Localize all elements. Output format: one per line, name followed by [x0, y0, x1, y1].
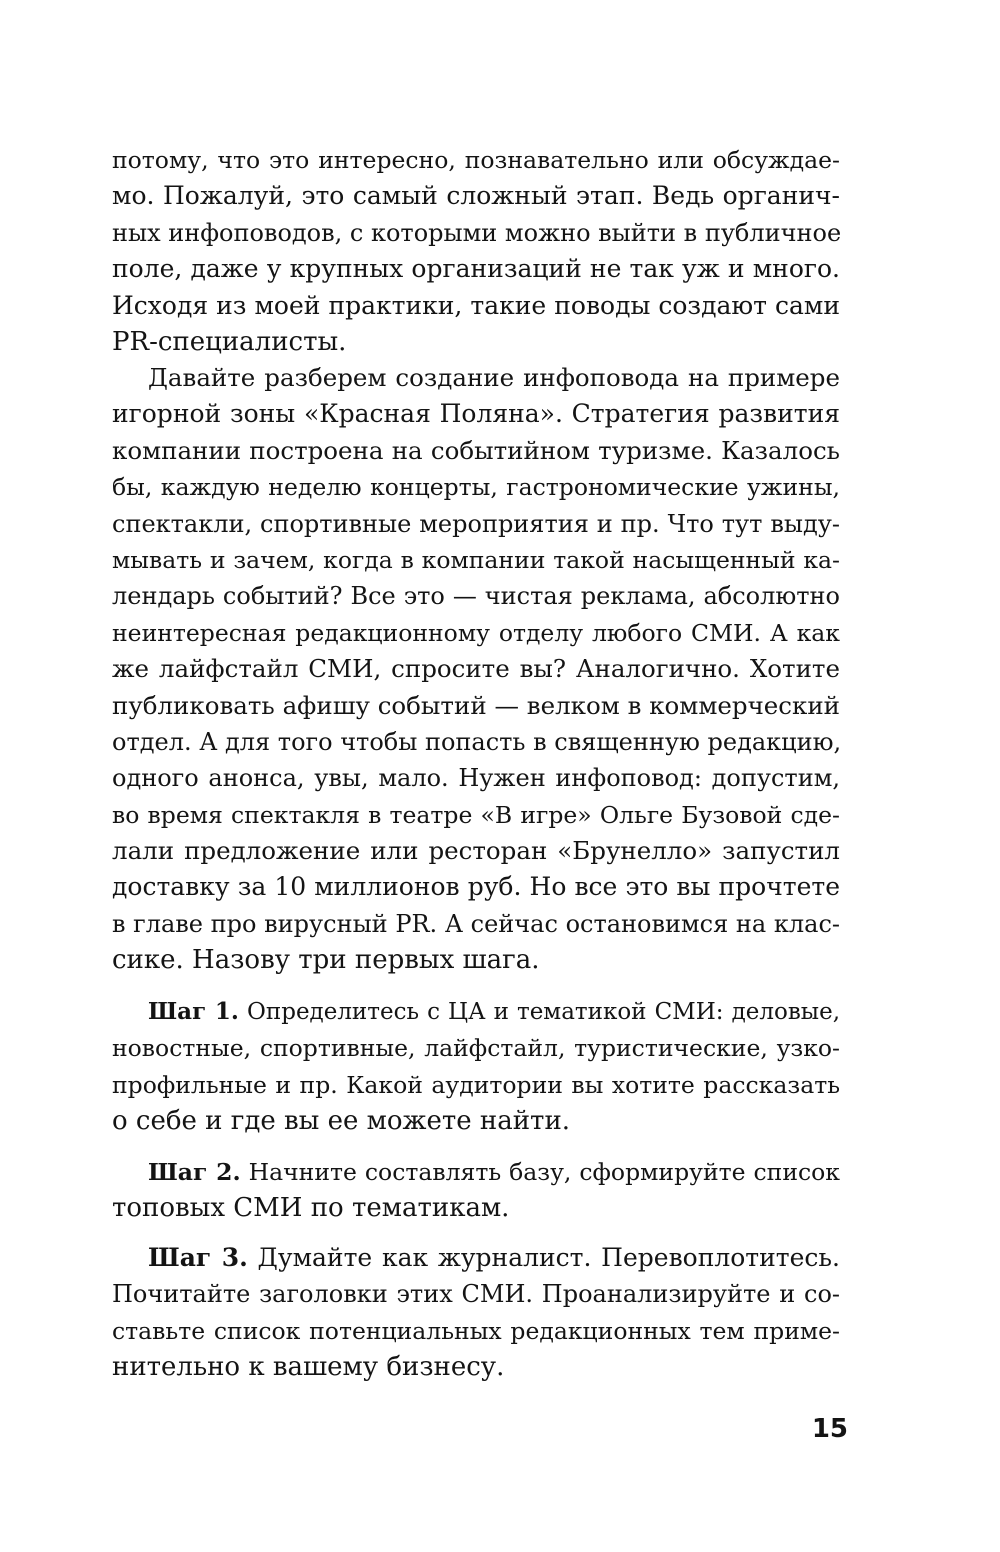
- step-3: [112, 1240, 840, 1386]
- text-line: ставьте список потенциальных редакционных тем приме-: [112, 1316, 840, 1345]
- step-text: Думайте как журналист. Перевоплотитесь.: [257, 1243, 840, 1272]
- text-line: отдел. А для того чтобы попасть в священную редакцию,: [112, 727, 842, 756]
- step-label: Шаг 3.: [148, 1243, 248, 1272]
- text-line: же лайфстайл СМИ, спросите вы? Аналогично. Хотите: [112, 654, 840, 684]
- paragraph-2: [112, 360, 840, 979]
- step-label: Шаг 1.: [148, 998, 239, 1025]
- text-line: одного анонса, увы, мало. Нужен инфоповод: допустим,: [112, 764, 840, 793]
- step-2: [112, 1154, 840, 1227]
- page-number: 15: [811, 1414, 848, 1444]
- text-line: бы, каждую неделю концерты, гастрономические ужины,: [112, 473, 840, 502]
- text-line: неинтересная редакционному отделу любого СМИ. А как: [112, 618, 840, 647]
- text-line: Давайте разберем создание инфоповода на примере: [148, 363, 840, 392]
- text-line: [112, 994, 840, 1030]
- text-line: нительно к вашему бизнесу.: [112, 1352, 505, 1383]
- text-line: поле, даже у крупных организаций не так уж и много.: [112, 254, 840, 284]
- text-line: спектакли, спортивные мероприятия и пр. Что тут выду-: [112, 509, 840, 538]
- text-line: сике. Назову три первых шага.: [112, 945, 540, 976]
- text-line: [112, 1154, 840, 1190]
- text-line: Исходя из моей практики, такие поводы создают сами: [112, 290, 840, 320]
- text-line: Почитайте заголовки этих СМИ. Проанализируйте и со-: [112, 1280, 840, 1309]
- text-line: ных инфоповодов, с которыми можно выйти в публичное: [112, 218, 842, 247]
- text-line: [112, 1240, 840, 1276]
- text-line: лендарь событий? Все это — чистая реклама, абсолютно: [112, 582, 840, 611]
- text-line: во время спектакля в театре «В игре» Ольге Бузовой сде-: [112, 800, 840, 829]
- text-line: лали предложение или ресторан «Брунелло» запустил: [112, 836, 840, 866]
- text-line: потому, что это интересно, познавательно или обсуждае-: [112, 146, 840, 174]
- text-line: мывать и зачем, когда в компании такой насыщенный ка-: [112, 545, 840, 574]
- step-text: Определитесь с ЦА и тематикой СМИ: деловые,: [247, 999, 841, 1025]
- text-line: профильные и пр. Какой аудитории вы хотите рассказать: [112, 1070, 840, 1099]
- text-line: в главе про вирусный PR. А сейчас остановимся на клас-: [112, 909, 840, 938]
- text-line: доставку за 10 миллионов руб. Но все это вы прочтете: [112, 872, 840, 902]
- text-line: мо. Пожалуй, это самый сложный этап. Ведь органич-: [112, 181, 840, 211]
- text-line: топовых СМИ по тематикам.: [112, 1193, 510, 1224]
- step-text: Начните составлять базу, сформируйте список: [248, 1158, 840, 1186]
- text-line: компании построена на событийном туризме. Казалось: [112, 435, 840, 465]
- step-1: [112, 994, 840, 1140]
- paragraph-1: [112, 142, 840, 360]
- step-label: Шаг 2.: [148, 1158, 241, 1186]
- text-line: о себе и где вы ее можете найти.: [112, 1106, 571, 1137]
- text-line: новостные, спортивные, лайфстайл, туристические, узко-: [112, 1034, 840, 1063]
- text-line: PR-специалисты.: [112, 326, 347, 357]
- text-line: публиковать афишу событий — велком в коммерческий: [112, 690, 840, 720]
- text-line: игорной зоны «Красная Поляна». Стратегия развития: [112, 399, 840, 429]
